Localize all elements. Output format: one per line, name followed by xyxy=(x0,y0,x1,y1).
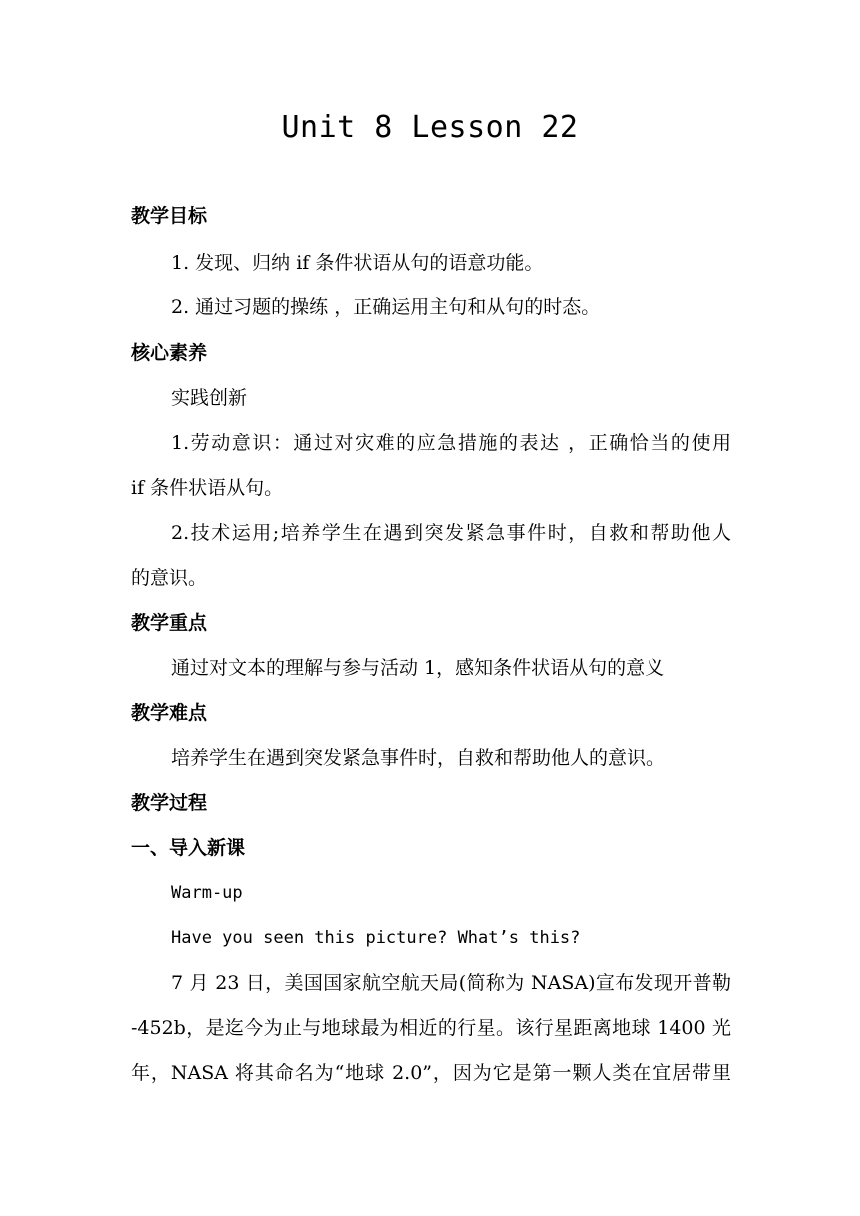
literacy-item-1-line-2: if 条件状语从句。 xyxy=(131,477,284,499)
literacy-intro: 实践创新 xyxy=(171,387,248,409)
paragraph-line-2: -452b，是迄今为止与地球最为相近的行星。该行星距离地球 1400 光 xyxy=(131,1017,731,1039)
warm-up-question: Have you seen this picture? What’s this? xyxy=(171,928,581,948)
paragraph-line-1: 7 月 23 日，美国国家航空航天局(简称为 NASA)宣布发现开普勒 xyxy=(171,972,731,994)
step-1-heading: 一、导入新课 xyxy=(131,837,246,859)
paragraph-line-3: 年，NASA 将其命名为“地球 2.0”，因为它是第一颗人类在宜居带里 xyxy=(131,1062,731,1084)
key-points-text: 通过对文本的理解与参与活动 1，感知条件状语从句的意义 xyxy=(171,657,665,679)
literacy-item-1-line-1: 1.劳动意识：通过对灾难的应急措施的表达 ，正确恰当的使用 xyxy=(171,432,731,454)
document-title: Unit 8 Lesson 22 xyxy=(281,110,579,145)
section-heading-literacy: 核心素养 xyxy=(131,342,208,364)
objective-2: 2. 通过习题的操练 ，正确运用主句和从句的时态。 xyxy=(171,296,601,318)
section-heading-key-points: 教学重点 xyxy=(131,612,208,634)
section-heading-objectives: 教学目标 xyxy=(131,205,208,227)
section-heading-process: 教学过程 xyxy=(131,792,208,814)
section-heading-difficulties: 教学难点 xyxy=(131,702,208,724)
literacy-item-2-line-1: 2.技术运用;培养学生在遇到突发紧急事件时，自救和帮助他人 xyxy=(171,522,731,544)
warm-up-label: Warm-up xyxy=(171,883,243,903)
objective-1: 1. 发现、归纳 if 条件状语从句的语意功能。 xyxy=(171,252,544,274)
difficulties-text: 培养学生在遇到突发紧急事件时，自救和帮助他人的意识。 xyxy=(171,747,666,769)
literacy-item-2-line-2: 的意识。 xyxy=(131,567,208,589)
